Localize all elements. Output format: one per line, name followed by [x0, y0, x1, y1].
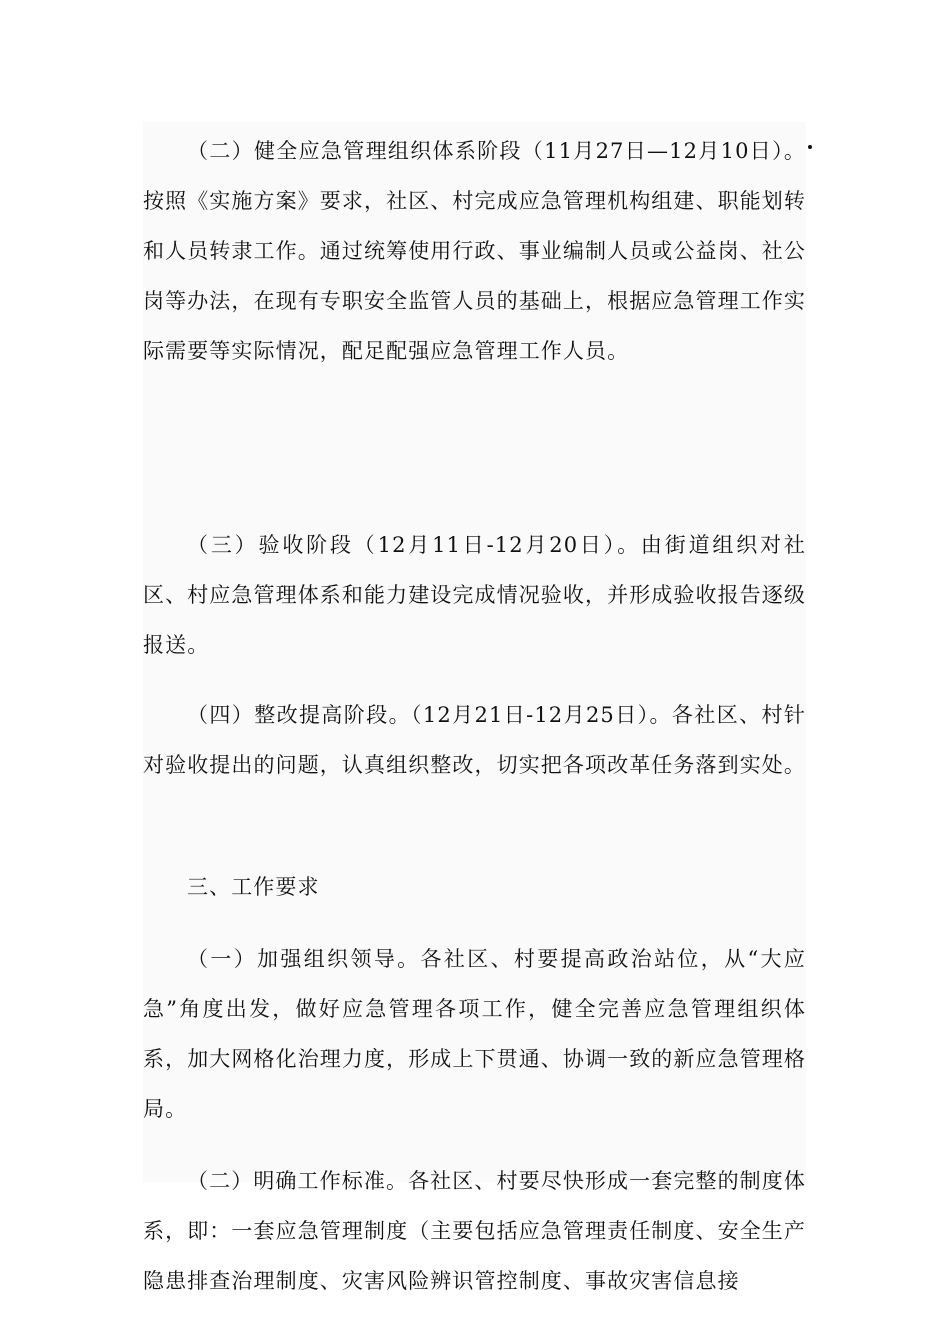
paragraph-requirement-one: （一）加强组织领导。各社区、村要提高政治站位，从“大应急”角度出发，做好应急管理各项工作，健全完善应急管理组织体系，加大网格化治理力度，形成上下贯通、协调一致的新应急管理格局。 — [143, 947, 806, 1121]
paragraph-requirement-two: （二）明确工作标准。各社区、村要尽快形成一套完整的制度体系，即：一套应急管理制度（主要包括应急管理责任制度、安全生产隐患排查治理制度、灾害风险辨识管控制度、事故灾害信息接 — [143, 1169, 806, 1293]
stray-dot-mark — [808, 145, 812, 149]
paragraph-stage-four: （四）整改提高阶段。（12月21日-12月25日）。各社区、村针对验收提出的问题，认真组织整改，切实把各项改革任务落到实处。 — [143, 703, 806, 777]
paragraph-stage-two: （二）健全应急管理组织体系阶段（11月27日—12月10日）。按照《实施方案》要求，社区、村完成应急管理机构组建、职能划转和人员转隶工作。通过统筹使用行政、事业编制人员或公益岗、社公岗等办法，在现有专职安全监管人员的基础上，根据应急管理工作实际需要等实际情况，配足配强应急管理工作人员。 — [143, 139, 807, 363]
section-heading-work-requirements: 三、工作要求 — [187, 875, 320, 899]
document-page — [143, 122, 807, 1293]
paragraph-stage-three: （三）验收阶段（12月11日-12月20日）。由街道组织对社区、村应急管理体系和能力建设完成情况验收，并形成验收报告逐级报送。 — [143, 533, 806, 657]
